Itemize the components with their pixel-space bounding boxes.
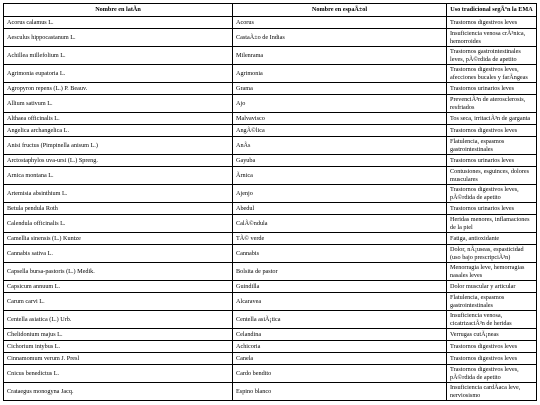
table-row bbox=[4, 203, 537, 215]
spanish-name-cell: Cardo bendito bbox=[233, 365, 447, 383]
header-row bbox=[4, 4, 537, 17]
table-body bbox=[4, 17, 537, 401]
traditional-use-cell: Heridas menores, inflamaciones de la piel bbox=[447, 215, 537, 233]
spanish-name-cell: Espino blanco bbox=[233, 383, 447, 401]
spanish-name-cell: Alcaravea bbox=[233, 293, 447, 311]
latin-name-cell: Betula pendula Roth bbox=[4, 203, 233, 215]
spanish-name-cell: Centella asiÃ¡tica bbox=[233, 311, 447, 329]
traditional-use-cell: Trastornos digestivos leves bbox=[447, 353, 537, 365]
header-latin-name: Nombre en latÃn bbox=[4, 4, 233, 17]
spanish-name-cell: Ajenjo bbox=[233, 185, 447, 203]
latin-name-cell: Acorus calamus L. bbox=[4, 17, 233, 29]
spanish-name-cell: Ajo bbox=[233, 95, 447, 113]
latin-name-cell: Arnica montana L. bbox=[4, 167, 233, 185]
latin-name-cell: Cannabis sativa L. bbox=[4, 245, 233, 263]
table-row bbox=[4, 233, 537, 245]
latin-name-cell: Crataegus monogyna Jacq. bbox=[4, 383, 233, 401]
spanish-name-cell: Achicoria bbox=[233, 341, 447, 353]
table-row bbox=[4, 167, 537, 185]
latin-name-cell: Centella asiatica (L.) Urb. bbox=[4, 311, 233, 329]
traditional-use-cell: Dolor muscular y articular bbox=[447, 281, 537, 293]
latin-name-cell: Agropyron repens (L.) P. Beauv. bbox=[4, 83, 233, 95]
traditional-use-cell: Flatulencia, espasmos gastrointestinales bbox=[447, 137, 537, 155]
traditional-use-cell: Menorragia leve, hemorragias nasales leves bbox=[447, 263, 537, 281]
traditional-use-cell: Tos seca, irritaciÃ³n de garganta bbox=[447, 113, 537, 125]
traditional-use-cell: Trastornos digestivos leves, afecciones bucales y farÃngeas bbox=[447, 65, 537, 83]
latin-name-cell: Cichorium intybus L. bbox=[4, 341, 233, 353]
table-row bbox=[4, 47, 537, 65]
latin-name-cell: Agrimonia eupatoria L. bbox=[4, 65, 233, 83]
table-row bbox=[4, 263, 537, 281]
table-row bbox=[4, 17, 537, 29]
table-row bbox=[4, 311, 537, 329]
table-row bbox=[4, 65, 537, 83]
spanish-name-cell: Milenrama bbox=[233, 47, 447, 65]
traditional-use-cell: PrevenciÃ³n de aterosclerosis, resfriados bbox=[447, 95, 537, 113]
latin-name-cell: Cinnamomum verum J. Presl bbox=[4, 353, 233, 365]
table-row bbox=[4, 329, 537, 341]
latin-name-cell: Anisi fructus (Pimpinella anisum L.) bbox=[4, 137, 233, 155]
traditional-use-cell: Trastornos digestivos leves, pÃ©rdida de apetito bbox=[447, 365, 537, 383]
table-row bbox=[4, 215, 537, 233]
latin-name-cell: Chelidonium majus L. bbox=[4, 329, 233, 341]
spanish-name-cell: Acorus bbox=[233, 17, 447, 29]
traditional-use-cell: Trastornos digestivos leves bbox=[447, 125, 537, 137]
spanish-name-cell: Abedul bbox=[233, 203, 447, 215]
latin-name-cell: Carum carvi L. bbox=[4, 293, 233, 311]
traditional-use-cell: Insuficiencia venosa, cicatrizaciÃ³n de heridas bbox=[447, 311, 537, 329]
latin-name-cell: Camellia sinensis (L.) Kuntze bbox=[4, 233, 233, 245]
traditional-use-cell: Trastornos digestivos leves bbox=[447, 341, 537, 353]
table-row bbox=[4, 383, 537, 401]
table-row bbox=[4, 113, 537, 125]
latin-name-cell: Aesculus hippocastanum L. bbox=[4, 29, 233, 47]
table-row bbox=[4, 125, 537, 137]
table-row bbox=[4, 341, 537, 353]
latin-name-cell: Angelica archangelica L. bbox=[4, 125, 233, 137]
latin-name-cell: Achillea millefolium L. bbox=[4, 47, 233, 65]
traditional-use-cell: Insuficiencia cardÃaca leve, nerviosismo bbox=[447, 383, 537, 401]
traditional-use-cell: Trastornos digestivos leves, pÃ©rdida de apetito bbox=[447, 185, 537, 203]
table-row bbox=[4, 155, 537, 167]
table-row bbox=[4, 365, 537, 383]
latin-name-cell: Artemisia absinthium L. bbox=[4, 185, 233, 203]
spanish-name-cell: Gayuba bbox=[233, 155, 447, 167]
spanish-name-cell: Guindilla bbox=[233, 281, 447, 293]
spanish-name-cell: Cannabis bbox=[233, 245, 447, 263]
latin-name-cell: Cnicus benedictus L. bbox=[4, 365, 233, 383]
table-header bbox=[4, 4, 537, 17]
latin-name-cell: Capsella bursa-pastoris (L.) Medik. bbox=[4, 263, 233, 281]
table-row bbox=[4, 83, 537, 95]
latin-name-cell: Arctostaphylos uva-ursi (L.) Spreng. bbox=[4, 155, 233, 167]
traditional-use-cell: Trastornos urinarios leves bbox=[447, 83, 537, 95]
traditional-use-cell: Trastornos urinarios leves bbox=[447, 203, 537, 215]
spanish-name-cell: Malvavisco bbox=[233, 113, 447, 125]
table-row bbox=[4, 29, 537, 47]
spanish-name-cell: Celandina bbox=[233, 329, 447, 341]
latin-name-cell: Althaea officinalis L. bbox=[4, 113, 233, 125]
spanish-name-cell: AnÃs bbox=[233, 137, 447, 155]
spanish-name-cell: AngÃ©lica bbox=[233, 125, 447, 137]
table-row bbox=[4, 281, 537, 293]
latin-name-cell: Allium sativum L. bbox=[4, 95, 233, 113]
traditional-use-cell: Contusiones, esguinces, dolores musculares bbox=[447, 167, 537, 185]
herbal-uses-table bbox=[3, 3, 537, 401]
spanish-name-cell: Ãrnica bbox=[233, 167, 447, 185]
table-row bbox=[4, 353, 537, 365]
header-traditional-use: Uso tradicional segÃºn la EMA bbox=[447, 4, 537, 17]
traditional-use-cell: Insuficiencia venosa crÃ³nica, hemorroides bbox=[447, 29, 537, 47]
spanish-name-cell: CalÃ©ndula bbox=[233, 215, 447, 233]
spanish-name-cell: Agrimonia bbox=[233, 65, 447, 83]
traditional-use-cell: Trastornos digestivos leves bbox=[447, 17, 537, 29]
traditional-use-cell: Fatiga, antioxidante bbox=[447, 233, 537, 245]
traditional-use-cell: Trastornos gastrointestinales leves, pÃ©rdida de apetito bbox=[447, 47, 537, 65]
latin-name-cell: Capsicum annuum L. bbox=[4, 281, 233, 293]
spanish-name-cell: Bolsita de pastor bbox=[233, 263, 447, 281]
traditional-use-cell: Flatulencia, espasmos gastrointestinales bbox=[447, 293, 537, 311]
traditional-use-cell: Trastornos urinarios leves bbox=[447, 155, 537, 167]
spanish-name-cell: TÃ© verde bbox=[233, 233, 447, 245]
traditional-use-cell: Verrugas cutÃ¡neas bbox=[447, 329, 537, 341]
spanish-name-cell: CastaÃ±o de Indias bbox=[233, 29, 447, 47]
table-row bbox=[4, 137, 537, 155]
table-row bbox=[4, 245, 537, 263]
spanish-name-cell: Grama bbox=[233, 83, 447, 95]
table-row bbox=[4, 293, 537, 311]
spanish-name-cell: Canela bbox=[233, 353, 447, 365]
traditional-use-cell: Dolor, nÃ¡useas, espasticidad (uso bajo prescripciÃ³n) bbox=[447, 245, 537, 263]
table-row bbox=[4, 185, 537, 203]
latin-name-cell: Calendula officinalis L. bbox=[4, 215, 233, 233]
header-spanish-name: Nombre en espaÃ±ol bbox=[233, 4, 447, 17]
table-row bbox=[4, 95, 537, 113]
